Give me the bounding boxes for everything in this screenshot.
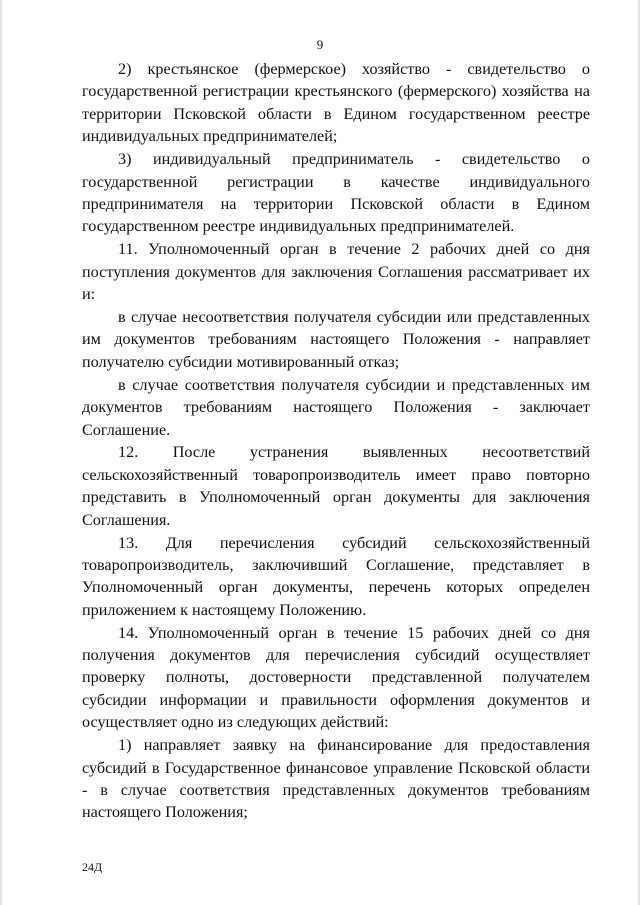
paragraph-agreement-case: в случае соответствия получателя субсидии и представленных им документов требованиям настоящего Положения - заключает Соглашение. [82, 375, 590, 439]
paragraph-item-14: 14. Уполномоченный орган в течение 15 рабочих дней со дня получения документов для перечисления субсидий осуществляет проверку полноты, достоверности представленной получателем субсидии информации и правильности оформления документов и осуществляет одно из следующих действий: [82, 623, 590, 732]
paragraph-item-14-action-1: 1) направляет заявку на финансирование для предоставления субсидий в Государственное финансовое управление Псковской области - в случае соответствия представленных документов требованиям настоящего Положения; [82, 736, 590, 822]
paragraph-entrepreneur-certificate: 3) индивидуальный предприниматель - свидетельство о государственной регистрации в качестве индивидуального предпринимателя на территории Псковской области в Едином государственном реестре индивидуальных предпринимателей. [82, 150, 590, 236]
paragraph-item-12: 12. После устранения выявленных несоответствий сельскохозяйственный товаропроизводитель имеет право повторно представить в Уполномоченный орган документы для заключения Соглашения. [82, 443, 590, 529]
paragraph-refusal-case: в случае несоответствия получателя субсидии или представленных им документов требованиям настоящего Положения - направляет получателю субсидии мотивированный отказ; [82, 307, 590, 371]
paragraph-farm-certificate: 2) крестьянское (фермерское) хозяйство - свидетельство о государственной регистрации крестьянского (фермерского) хозяйства на территории Псковской области в Едином государственном реестре индивидуальных предпринимателей; [82, 60, 590, 146]
footer-code: 24Д [82, 860, 103, 874]
paragraph-item-13: 13. Для перечисления субсидий сельскохозяйственный товаропроизводитель, заключивший Соглашение, представляет в Уполномоченный орган документы, перечень которых определен приложением к настоящему Положению. [82, 533, 590, 619]
paragraph-item-11: 11. Уполномоченный орган в течение 2 рабочих дней со дня поступления документов для заключения Соглашения рассматривает их и: [82, 240, 590, 304]
document-body [82, 58, 590, 824]
page-left-edge [0, 0, 3, 905]
page-number: 9 [316, 37, 324, 52]
